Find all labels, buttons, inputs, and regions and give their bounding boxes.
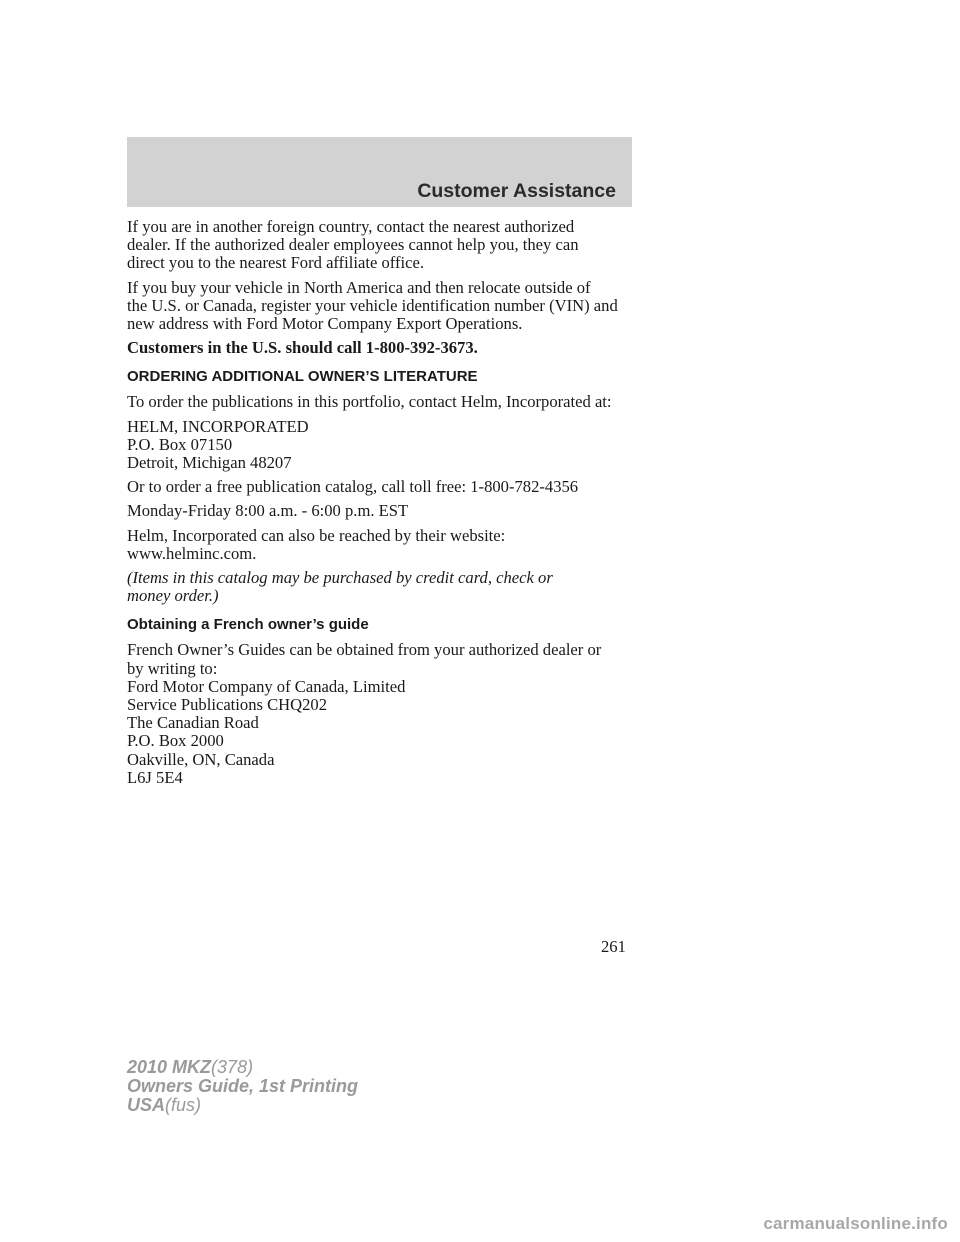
heading-ordering-literature: ORDERING ADDITIONAL OWNER’S LITERATURE bbox=[127, 368, 478, 386]
page-content bbox=[127, 218, 637, 793]
paragraph-relocate: If you buy your vehicle in North America and then relocate outside of the U.S. or Canada, register your vehicle identification number (VIN) and new address with Ford Motor Company Export Operations. bbox=[127, 277, 618, 334]
section-header-band bbox=[127, 137, 632, 207]
footer-model-line: 2010 MKZ(378) bbox=[127, 1057, 254, 1077]
paragraph-us-phone: Customers in the U.S. should call 1-800-392-3673. bbox=[127, 338, 478, 358]
site-watermark: carmanualsonline.info bbox=[763, 1214, 948, 1233]
section-title: Customer Assistance bbox=[417, 180, 616, 202]
address-helm: HELM, INCORPORATED P.O. Box 07150 Detroit, Michigan 48207 bbox=[127, 416, 309, 473]
paragraph-french-guide-address: French Owner’s Guides can be obtained from your authorized dealer or by writing to: Ford Motor Company of Canada, Limited Service Publications CHQ202 The Canadian Road P.O. Box 2000 Oakville, ON, Canada L6J 5E4 bbox=[127, 640, 602, 787]
page-number: 261 bbox=[601, 937, 626, 956]
paragraph-order-publications: To order the publications in this portfolio, contact Helm, Incorporated at: bbox=[127, 392, 612, 412]
paragraph-payment-note: (Items in this catalog may be purchased by credit card, check or money order.) bbox=[127, 568, 553, 606]
paragraph-website: Helm, Incorporated can also be reached by their website: www.helminc.com. bbox=[127, 525, 506, 563]
print-footer bbox=[127, 1058, 358, 1115]
paragraph-hours: Monday-Friday 8:00 a.m. - 6:00 p.m. EST bbox=[127, 501, 409, 521]
footer-market-line: USA(fus) bbox=[127, 1095, 202, 1115]
paragraph-catalog-phone: Or to order a free publication catalog, call toll free: 1-800-782-4356 bbox=[127, 477, 579, 497]
footer-edition-line: Owners Guide, 1st Printing bbox=[127, 1076, 359, 1096]
paragraph-foreign-country: If you are in another foreign country, contact the nearest authorized dealer. If the authorized dealer employees cannot help you, they can direct you to the nearest Ford affiliate office. bbox=[127, 217, 579, 273]
heading-french-guide: Obtaining a French owner’s guide bbox=[127, 616, 369, 634]
